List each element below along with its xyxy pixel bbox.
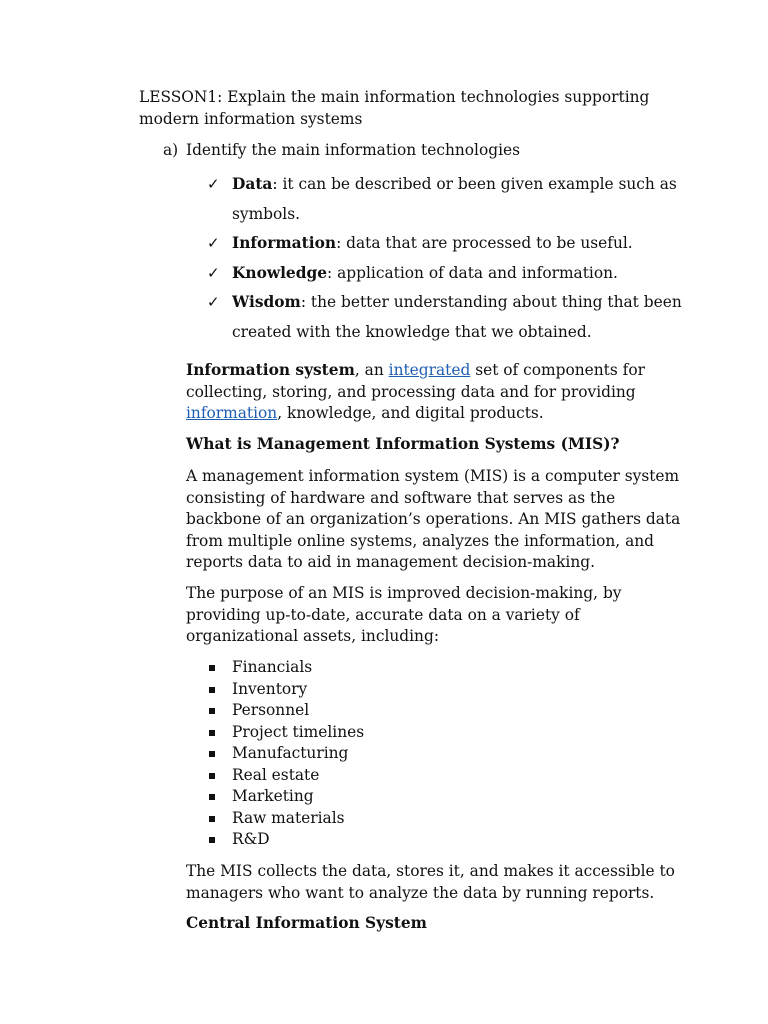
- square-bullet-icon: [209, 837, 215, 843]
- checklist-definition: : data that are processed to be useful.: [336, 234, 633, 252]
- checklist-item-knowledge: [207, 259, 687, 289]
- list-item-text: Marketing: [232, 787, 314, 805]
- information-link[interactable]: information: [186, 404, 278, 422]
- square-bullet-icon: [209, 687, 215, 693]
- mis-heading: What is Management Information Systems (MIS)?: [186, 435, 620, 453]
- checklist-term: Wisdom: [232, 293, 301, 311]
- list-item-text: Manufacturing: [232, 744, 349, 762]
- checklist-definition: : it can be described or been given example such as symbols.: [232, 175, 677, 223]
- list-item-text: R&D: [232, 830, 270, 848]
- checkmark-icon: ✓: [207, 293, 220, 311]
- list-item-text: Project timelines: [232, 722, 365, 741]
- checklist-term: Data: [232, 175, 273, 193]
- checklist-term: Knowledge: [232, 263, 328, 282]
- central-heading: Central Information System: [186, 914, 427, 932]
- info-system-term: Information system: [186, 361, 355, 379]
- purpose-paragraph: The purpose of an MIS is improved decision-making, by providing up-to-date, accurate data on a variety of organizational assets, including:: [186, 584, 622, 645]
- lesson-title-line-1: LESSON1: Explain the main information technologies supporting: [139, 88, 650, 106]
- paragraph-text: set of components for collecting, storing, and processing data and for providing: [186, 361, 645, 401]
- mis-paragraph: A management information system (MIS) is a computer system consisting of hardware and software that serves as the backbone of an organization’s operations. An MIS gathers data from multiple online systems, analyzes the information, and reports data to aid in management decision-making.: [186, 467, 681, 571]
- list-item-text: Personnel: [232, 701, 310, 719]
- list-item: [209, 765, 364, 787]
- square-bullet-icon: [209, 665, 215, 671]
- square-bullet-icon: [209, 773, 215, 779]
- assets-list: [209, 657, 364, 851]
- list-item-text: Raw materials: [232, 808, 345, 827]
- list-item-text: Financials: [232, 658, 313, 676]
- list-item: [209, 657, 364, 679]
- square-bullet-icon: [209, 708, 215, 714]
- list-item: [209, 786, 364, 808]
- checklist-item-wisdom: [207, 288, 687, 347]
- paragraph-text: , an: [354, 361, 389, 379]
- checklist-item-information: [207, 229, 687, 259]
- lesson-title: [139, 87, 669, 130]
- checkmark-icon: ✓: [207, 234, 220, 252]
- checklist-definition: : the better understanding about thing that been created with the knowledge that we obtained.: [232, 293, 682, 341]
- subsection-label: a): [163, 141, 179, 159]
- checkmark-icon: ✓: [207, 263, 220, 282]
- integrated-link[interactable]: integrated: [388, 361, 471, 379]
- square-bullet-icon: [209, 794, 215, 800]
- subsection-a: [163, 140, 520, 162]
- list-item-text: Inventory: [232, 679, 308, 698]
- square-bullet-icon: [209, 730, 215, 736]
- list-item-text: Real estate: [232, 765, 320, 784]
- checklist-term: Information: [232, 234, 337, 252]
- square-bullet-icon: [209, 751, 215, 757]
- checkmark-icon: ✓: [207, 175, 220, 193]
- square-bullet-icon: [209, 816, 215, 822]
- checklist: [207, 170, 687, 347]
- paragraph-text: , knowledge, and digital products.: [277, 404, 544, 422]
- checklist-item-data: [207, 170, 687, 229]
- list-item: [209, 722, 364, 744]
- subsection-text: Identify the main information technologies: [186, 141, 521, 159]
- checklist-definition: : application of data and information.: [327, 263, 618, 282]
- collects-paragraph: The MIS collects the data, stores it, and makes it accessible to managers who want to analyze the data by running reports.: [186, 862, 675, 902]
- list-item: [209, 679, 364, 701]
- list-item: [209, 743, 364, 765]
- list-item: [209, 700, 364, 722]
- list-item: [209, 808, 364, 830]
- lesson-title-line-2: modern information systems: [139, 109, 363, 128]
- list-item: [209, 829, 364, 851]
- info-system-paragraph: [186, 360, 656, 425]
